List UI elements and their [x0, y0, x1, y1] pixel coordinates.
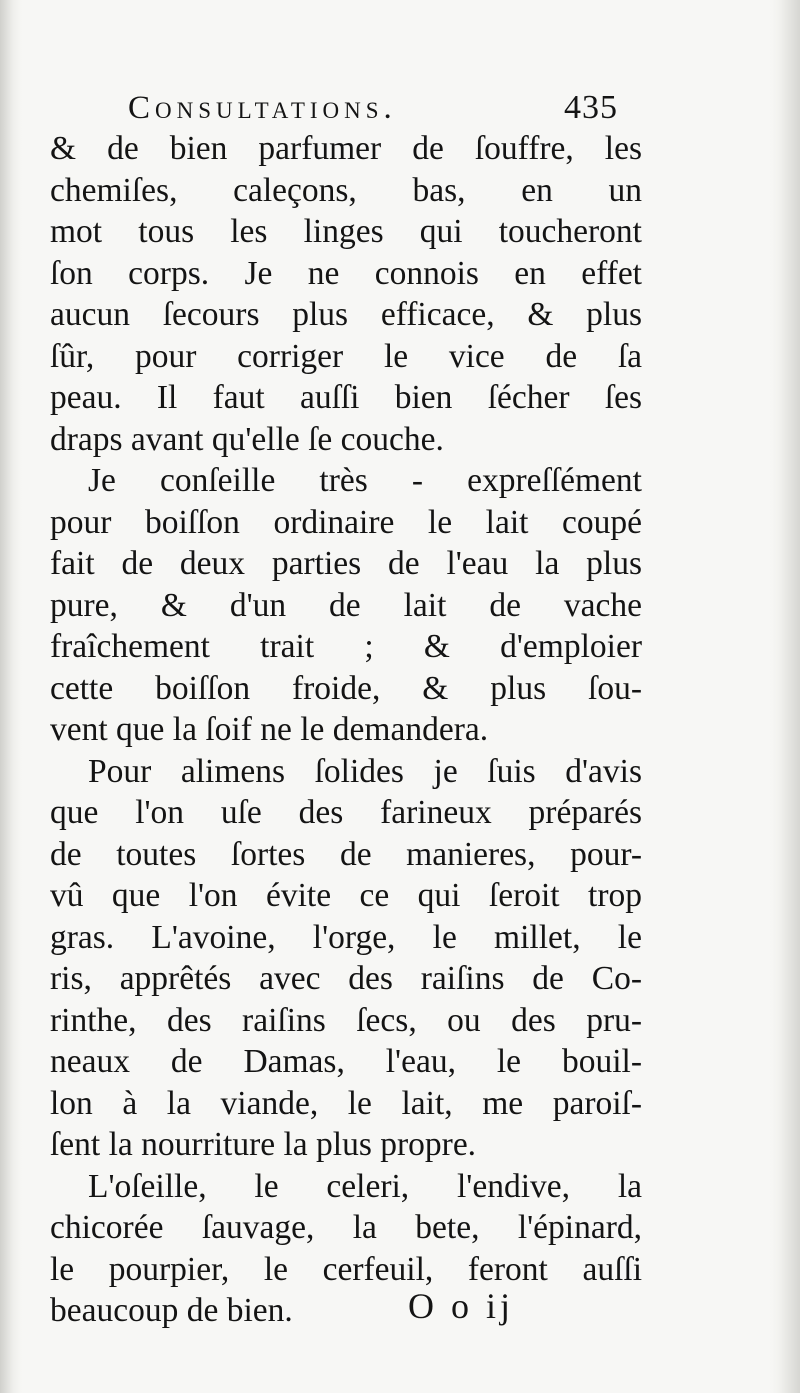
body-text: [50, 128, 642, 1332]
text-line: & de bien parfumer de ſouffre, les: [50, 130, 642, 167]
text-line: gras. L'avoine, l'orge, le millet, le: [50, 918, 642, 956]
text-line: lon à la viande, le lait, me paroiſ-: [50, 1084, 642, 1122]
page-number: 435: [564, 89, 618, 126]
text-line: Pour alimens ſolides je ſuis d'avis: [88, 752, 642, 790]
text-line: pure, & d'un de lait de vache: [50, 586, 642, 624]
paragraph-1: [50, 128, 642, 460]
text-line: le pourpier, le cerfeuil, feront auſſi: [50, 1250, 642, 1288]
paragraph-3: [50, 751, 642, 1166]
text-line: que l'on uſe des farineux préparés: [50, 794, 642, 831]
text-line: draps avant qu'elle ſe couche.: [50, 420, 444, 458]
text-line: ris, apprêtés avec des raiſins de Co-: [50, 960, 642, 997]
text-line: ſûr, pour corriger le vice de ſa: [50, 337, 642, 375]
text-line: fait de deux parties de l'eau la plus: [50, 545, 642, 582]
text-line: peau. Il faut auſſi bien ſécher ſes: [50, 379, 642, 416]
page-right-edge-shadow: [770, 0, 800, 1393]
paragraph-4: [50, 1166, 642, 1332]
text-line: Je conſeille très - expreſſément: [88, 462, 642, 499]
text-line: cette boiſſon froide, & plus ſou-: [50, 669, 642, 707]
text-line: ſent la nourriture la plus propre.: [50, 1126, 477, 1163]
text-line: mot tous les linges qui toucheront: [50, 213, 642, 250]
text-line: fraîchement trait ; & d'emploier: [50, 628, 642, 665]
paragraph-2: [50, 460, 642, 751]
running-head: [128, 86, 648, 130]
text-line: vû que l'on évite ce qui ſeroit trop: [50, 877, 642, 914]
running-title: Consultations.: [128, 90, 397, 126]
text-line: neaux de Damas, l'eau, le bouil-: [50, 1043, 642, 1080]
text-line: L'oſeille, le celeri, l'endive, la: [88, 1167, 642, 1205]
text-line: rinthe, des raiſins ſecs, ou des pru-: [50, 1001, 642, 1039]
text-line: chemiſes, caleçons, bas, en un: [50, 171, 642, 209]
text-line: de toutes ſortes de manieres, pour-: [50, 835, 642, 873]
text-line: aucun ſecours plus efficace, & plus: [50, 296, 642, 333]
page-left-edge-shadow: [0, 0, 22, 1393]
text-line: pour boiſſon ordinaire le lait coupé: [50, 503, 642, 541]
text-line: chicorée ſauvage, la bete, l'épinard,: [50, 1209, 642, 1246]
text-line: beaucoup de bien.: [50, 1292, 293, 1329]
text-line: vent que la ſoif ne le demandera.: [50, 711, 489, 748]
printer-signature-mark: O o ij: [408, 1286, 515, 1326]
text-line: ſon corps. Je ne connois en effet: [50, 254, 642, 292]
